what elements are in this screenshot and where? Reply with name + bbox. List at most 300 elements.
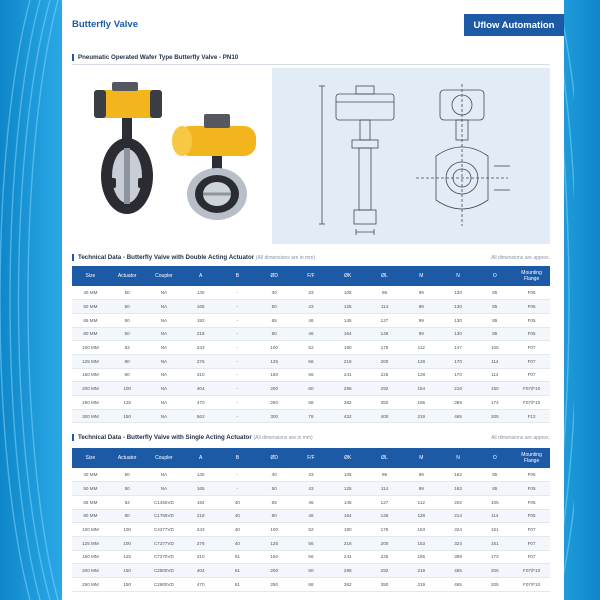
table-cell: 80 xyxy=(109,354,146,368)
table-cell: 205 xyxy=(476,578,513,592)
table-cell: 151 xyxy=(476,523,513,537)
table-cell: C4277VD xyxy=(146,523,183,537)
table-cell: F07/F10 xyxy=(513,564,550,578)
table-cell: 298 xyxy=(329,564,366,578)
table-cell: 147 xyxy=(440,341,477,355)
table-cell: 154 xyxy=(403,382,440,396)
table-row xyxy=(72,564,550,578)
table-cell: 324 xyxy=(440,536,477,550)
table-cell: 216 xyxy=(329,536,366,550)
table-cell: 225 xyxy=(366,550,403,564)
table-row xyxy=(72,396,550,410)
column-header: A xyxy=(182,448,219,468)
table-cell: 298 xyxy=(329,382,366,396)
table-cell: 250 MM xyxy=(72,578,109,592)
table-cell: 85 xyxy=(476,482,513,496)
table-cell: 99 xyxy=(403,468,440,482)
table-cell: 85 xyxy=(476,313,513,327)
table-cell: 105 xyxy=(329,468,366,482)
table-cell: 145 xyxy=(329,313,366,327)
table-row xyxy=(72,286,550,300)
table-row xyxy=(72,354,550,368)
table-cell: 40 xyxy=(219,509,256,523)
table-cell: 292 xyxy=(366,564,403,578)
table-cell: 114 xyxy=(366,300,403,314)
catalog-page xyxy=(62,0,564,600)
column-header: N xyxy=(440,448,477,468)
table-cell: 350 xyxy=(366,396,403,410)
column-header: ØL xyxy=(366,266,403,286)
table-cell: 130 xyxy=(440,286,477,300)
table-cell: 150 xyxy=(476,382,513,396)
table-cell: F07/F10 xyxy=(513,382,550,396)
left-blue-wave-border xyxy=(0,0,62,600)
table-row xyxy=(72,313,550,327)
table2-note: (All dimensions are in mm) xyxy=(253,435,313,441)
column-header: Mounting Flange xyxy=(513,448,550,468)
table-cell: 170 xyxy=(440,368,477,382)
table-cell: 241 xyxy=(329,550,366,564)
table-cell: 219 xyxy=(403,409,440,423)
table-cell: - xyxy=(219,354,256,368)
table-cell: NA xyxy=(146,327,183,341)
table-cell: F05 xyxy=(513,286,550,300)
table-cell: 150 xyxy=(109,564,146,578)
table-cell: C1755VD xyxy=(146,509,183,523)
table-cell: 98 xyxy=(366,286,403,300)
table-cell: 162 xyxy=(440,482,477,496)
table-cell: - xyxy=(219,313,256,327)
table-row xyxy=(72,482,550,496)
table-row xyxy=(72,300,550,314)
table-cell: 40 xyxy=(219,523,256,537)
table1-heading xyxy=(72,254,315,261)
table-cell: 65 MM xyxy=(72,313,109,327)
table-cell: 218 xyxy=(182,509,219,523)
table-cell: 33 xyxy=(293,286,330,300)
table-cell: F07/F10 xyxy=(513,578,550,592)
table-cell: 56 xyxy=(293,536,330,550)
table-cell: NA xyxy=(146,409,183,423)
table-cell: 362 xyxy=(329,396,366,410)
page-header xyxy=(62,0,564,44)
table-cell: C7277VD xyxy=(146,536,183,550)
table-cell: 130 xyxy=(440,300,477,314)
product-section-heading: Pneumatic Operated Wafer Type Butterfly Valve - PN10 xyxy=(72,54,238,61)
table-cell: 50 xyxy=(256,300,293,314)
table-cell: 50 MM xyxy=(72,482,109,496)
table-cell: 179 xyxy=(366,341,403,355)
table-cell: F07 xyxy=(513,368,550,382)
table-cell: 125 xyxy=(109,550,146,564)
table-cell: 400 xyxy=(366,409,403,423)
table-cell: - xyxy=(219,468,256,482)
table-cell: 200 MM xyxy=(72,382,109,396)
table-cell: 310 xyxy=(182,368,219,382)
table-cell: 324 xyxy=(440,523,477,537)
single-acting-spec-table xyxy=(72,448,550,592)
table-cell: 300 xyxy=(256,409,293,423)
valve-left-illustration xyxy=(94,82,162,214)
table-cell: 162 xyxy=(440,468,477,482)
table-cell: 146 xyxy=(366,327,403,341)
table-cell: 202 xyxy=(440,495,477,509)
table-cell: 98 xyxy=(366,468,403,482)
table-cell: 214 xyxy=(440,509,477,523)
table-cell: 250 xyxy=(256,396,293,410)
table-cell: 40 xyxy=(219,495,256,509)
column-header: ØD xyxy=(256,448,293,468)
table-cell: F07/F10 xyxy=(513,396,550,410)
table-cell: NA xyxy=(146,468,183,482)
table-cell: NA xyxy=(146,396,183,410)
table-cell: NA xyxy=(146,382,183,396)
table-cell: 150 MM xyxy=(72,368,109,382)
table-header-row xyxy=(72,448,550,468)
column-header: N xyxy=(440,266,477,286)
table-cell: 250 MM xyxy=(72,396,109,410)
table-cell: 50 xyxy=(109,286,146,300)
table-cell: 61 xyxy=(219,578,256,592)
table-cell: F05 xyxy=(513,468,550,482)
table-cell: 276 xyxy=(182,354,219,368)
table-cell: 60 xyxy=(293,382,330,396)
table-cell: 128 xyxy=(403,368,440,382)
table-cell: 432 xyxy=(329,409,366,423)
table-cell: - xyxy=(219,396,256,410)
table1-note: (All dimensions are in mm) xyxy=(255,255,316,261)
table-cell: 150 xyxy=(109,578,146,592)
column-header: Actuator xyxy=(109,266,146,286)
column-header: O xyxy=(476,448,513,468)
table-cell: - xyxy=(219,327,256,341)
table-cell: 389 xyxy=(440,550,477,564)
table-row xyxy=(72,327,550,341)
table-cell: NA xyxy=(146,300,183,314)
table-cell: - xyxy=(219,368,256,382)
table-cell: 125 MM xyxy=(72,354,109,368)
table-cell: 114 xyxy=(476,354,513,368)
table-cell: 190 xyxy=(329,341,366,355)
table-cell: - xyxy=(219,300,256,314)
table-cell: 190 xyxy=(329,523,366,537)
table-cell: 192 xyxy=(182,313,219,327)
column-header: Size xyxy=(72,266,109,286)
table-cell: 205 xyxy=(476,564,513,578)
table-header-row xyxy=(72,266,550,286)
table-row xyxy=(72,578,550,592)
table-cell: F05 xyxy=(513,509,550,523)
table-cell: 61 xyxy=(219,550,256,564)
table-cell: 241 xyxy=(329,368,366,382)
table-cell: 50 xyxy=(109,482,146,496)
table-cell: 310 xyxy=(182,550,219,564)
column-header: Coupler xyxy=(146,266,183,286)
table-cell: F05 xyxy=(513,313,550,327)
table-cell: NA xyxy=(146,354,183,368)
table-cell: 292 xyxy=(366,382,403,396)
table-cell: 151 xyxy=(476,536,513,550)
table-cell: 130 xyxy=(440,327,477,341)
table-cell: 404 xyxy=(182,564,219,578)
table-cell: 40 xyxy=(256,468,293,482)
table-cell: 170 xyxy=(440,354,477,368)
table-cell: NA xyxy=(146,482,183,496)
table-cell: 50 xyxy=(109,313,146,327)
table-row xyxy=(72,468,550,482)
column-header: F/F xyxy=(293,448,330,468)
table-cell: 68 xyxy=(293,578,330,592)
table-cell: 52 xyxy=(293,341,330,355)
table-cell: F07 xyxy=(513,523,550,537)
table-cell: 125 xyxy=(109,396,146,410)
table-cell: 33 xyxy=(293,468,330,482)
table-cell: 165 xyxy=(182,300,219,314)
table-cell: 146 xyxy=(366,509,403,523)
column-header: ØK xyxy=(329,448,366,468)
valve-right-illustration xyxy=(172,114,256,220)
table-cell: NA xyxy=(146,368,183,382)
table-cell: 80 MM xyxy=(72,327,109,341)
table-cell: 276 xyxy=(182,536,219,550)
table-cell: 50 xyxy=(109,327,146,341)
table-cell: 164 xyxy=(329,327,366,341)
table-cell: F07 xyxy=(513,550,550,564)
table-cell: 153 xyxy=(403,523,440,537)
table-row xyxy=(72,523,550,537)
table-cell: 80 xyxy=(256,509,293,523)
table-cell: 85 xyxy=(476,468,513,482)
table-row xyxy=(72,495,550,509)
table-cell: 200 xyxy=(256,564,293,578)
table-cell: 140 xyxy=(182,286,219,300)
table1-title: Technical Data - Butterfly Valve with Double Acting Actuator xyxy=(78,254,255,261)
column-header: B xyxy=(219,266,256,286)
table-cell: F07 xyxy=(513,536,550,550)
table-cell: - xyxy=(219,286,256,300)
table-cell: 85 xyxy=(476,300,513,314)
table-cell: 219 xyxy=(403,578,440,592)
table-row xyxy=(72,382,550,396)
table-cell: 125 MM xyxy=(72,536,109,550)
table-cell: 172 xyxy=(476,550,513,564)
table-cell: 470 xyxy=(182,578,219,592)
table-cell: 78 xyxy=(293,409,330,423)
table-cell: NA xyxy=(146,286,183,300)
table-cell: 43 xyxy=(293,482,330,496)
table-cell: 40 xyxy=(219,536,256,550)
table1-approx-note: All dimensions are approx. xyxy=(491,255,550,261)
table-cell: 50 xyxy=(109,300,146,314)
double-acting-spec-table xyxy=(72,266,550,423)
table-cell: 46 xyxy=(293,327,330,341)
valve-photo-image xyxy=(72,68,268,244)
table-cell: 100 MM xyxy=(72,341,109,355)
table-cell: 145 xyxy=(329,495,366,509)
table-cell: 216 xyxy=(440,382,477,396)
table-cell: 50 xyxy=(109,468,146,482)
table-cell: 219 xyxy=(403,564,440,578)
table-cell: 200 xyxy=(366,354,403,368)
table-cell: 200 xyxy=(366,536,403,550)
table-cell: 61 xyxy=(219,564,256,578)
table-cell: 150 MM xyxy=(72,550,109,564)
table-cell: 200 MM xyxy=(72,564,109,578)
table-cell: 153 xyxy=(403,536,440,550)
table-cell: 362 xyxy=(329,578,366,592)
column-header: ØL xyxy=(366,448,403,468)
table-row xyxy=(72,368,550,382)
table-cell: 43 xyxy=(293,300,330,314)
table-cell: 56 xyxy=(293,368,330,382)
table-cell: 50 MM xyxy=(72,300,109,314)
table-cell: 46 xyxy=(293,495,330,509)
table-cell: 130 xyxy=(440,313,477,327)
table-cell: 140 xyxy=(182,468,219,482)
column-header: Coupler xyxy=(146,448,183,468)
table-cell: 150 xyxy=(256,368,293,382)
table-cell: 465 xyxy=(440,578,477,592)
table-cell: 218 xyxy=(182,327,219,341)
table-cell: 46 xyxy=(293,509,330,523)
table-cell: 60 xyxy=(293,564,330,578)
table-cell: 105 xyxy=(476,341,513,355)
table-cell: 243 xyxy=(182,523,219,537)
table-cell: 100 xyxy=(109,523,146,537)
table-cell: 52 xyxy=(293,523,330,537)
table-cell: 105 xyxy=(329,286,366,300)
table-cell: 114 xyxy=(366,482,403,496)
table-row xyxy=(72,550,550,564)
table-cell: 465 xyxy=(440,564,477,578)
table-cell: 99 xyxy=(403,313,440,327)
table-cell: 165 xyxy=(182,482,219,496)
table-cell: 80 xyxy=(109,368,146,382)
valve-technical-drawing xyxy=(272,68,550,244)
table-row xyxy=(72,409,550,423)
column-header: B xyxy=(219,448,256,468)
table-cell: 125 xyxy=(256,536,293,550)
table-cell: 185 xyxy=(403,396,440,410)
table-cell: 192 xyxy=(182,495,219,509)
table-cell: 350 xyxy=(366,578,403,592)
table-cell: - xyxy=(219,482,256,496)
table-row xyxy=(72,341,550,355)
table-cell: 65 xyxy=(256,495,293,509)
column-header: ØK xyxy=(329,266,366,286)
table-cell: 100 xyxy=(109,536,146,550)
table2-heading xyxy=(72,434,313,441)
column-header: Mounting Flange xyxy=(513,266,550,286)
table-cell: 46 xyxy=(293,313,330,327)
table-cell: - xyxy=(219,341,256,355)
table-cell: 56 xyxy=(293,354,330,368)
table-cell: 465 xyxy=(440,409,477,423)
table-cell: 40 MM xyxy=(72,286,109,300)
table-cell: 389 xyxy=(440,396,477,410)
table-cell: 100 xyxy=(109,382,146,396)
brand-label: Uflow Automation xyxy=(464,14,564,36)
table-cell: 179 xyxy=(366,523,403,537)
table-cell: 80 xyxy=(256,327,293,341)
table-cell: F07 xyxy=(513,341,550,355)
table-cell: 100 MM xyxy=(72,523,109,537)
column-header: M xyxy=(403,448,440,468)
table-cell: 99 xyxy=(403,482,440,496)
table-cell: F05 xyxy=(513,495,550,509)
table2-title: Technical Data - Butterfly Valve with Single Acting Actuator xyxy=(78,434,252,441)
table-cell: 100 xyxy=(256,523,293,537)
table-cell: - xyxy=(219,409,256,423)
table-cell: 112 xyxy=(403,495,440,509)
table-cell: 128 xyxy=(403,509,440,523)
table-cell: 150 xyxy=(109,409,146,423)
table-cell: 105 xyxy=(476,495,513,509)
table-cell: 63 xyxy=(109,341,146,355)
table-cell: F05 xyxy=(513,482,550,496)
table-cell: 85 xyxy=(476,327,513,341)
table-cell: 127 xyxy=(366,495,403,509)
table-cell: C7270VD xyxy=(146,550,183,564)
column-header: F/F xyxy=(293,266,330,286)
table-cell: 99 xyxy=(403,327,440,341)
table-cell: - xyxy=(219,382,256,396)
table-cell: 243 xyxy=(182,341,219,355)
table-cell: 56 xyxy=(293,550,330,564)
table-cell: 205 xyxy=(476,409,513,423)
table-cell: 216 xyxy=(329,354,366,368)
table-cell: 85 xyxy=(476,286,513,300)
table-cell: 99 xyxy=(403,300,440,314)
table-cell: F07 xyxy=(513,354,550,368)
table-cell: 250 xyxy=(256,578,293,592)
column-header: Actuator xyxy=(109,448,146,468)
table-cell: 80 MM xyxy=(72,509,109,523)
table-cell: 99 xyxy=(403,286,440,300)
table-cell: 174 xyxy=(476,396,513,410)
table-cell: 50 xyxy=(256,482,293,496)
table-cell: 225 xyxy=(366,368,403,382)
table-cell: NA xyxy=(146,341,183,355)
table-cell: 125 xyxy=(329,300,366,314)
table-cell: 300 MM xyxy=(72,409,109,423)
column-header: O xyxy=(476,266,513,286)
page-title: Butterfly Valve xyxy=(72,19,138,30)
table-cell: 114 xyxy=(476,368,513,382)
column-header: ØD xyxy=(256,266,293,286)
table-cell: 127 xyxy=(366,313,403,327)
table-cell: F05 xyxy=(513,327,550,341)
column-header: M xyxy=(403,266,440,286)
table2-approx-note: All dimensions are approx. xyxy=(491,435,550,441)
table-cell: 63 xyxy=(109,495,146,509)
table-cell: F12 xyxy=(513,409,550,423)
table-cell: 100 xyxy=(256,341,293,355)
table-cell: 114 xyxy=(476,509,513,523)
table-cell: C2800VD xyxy=(146,578,183,592)
section-divider xyxy=(72,64,550,65)
table-cell: C2800VD xyxy=(146,564,183,578)
table-cell: 65 MM xyxy=(72,495,109,509)
table-cell: F05 xyxy=(513,300,550,314)
table-cell: 200 xyxy=(256,382,293,396)
table-cell: 68 xyxy=(293,396,330,410)
table-cell: 125 xyxy=(329,482,366,496)
table-cell: 470 xyxy=(182,396,219,410)
table-row xyxy=(72,536,550,550)
table-cell: 562 xyxy=(182,409,219,423)
table-cell: 40 MM xyxy=(72,468,109,482)
